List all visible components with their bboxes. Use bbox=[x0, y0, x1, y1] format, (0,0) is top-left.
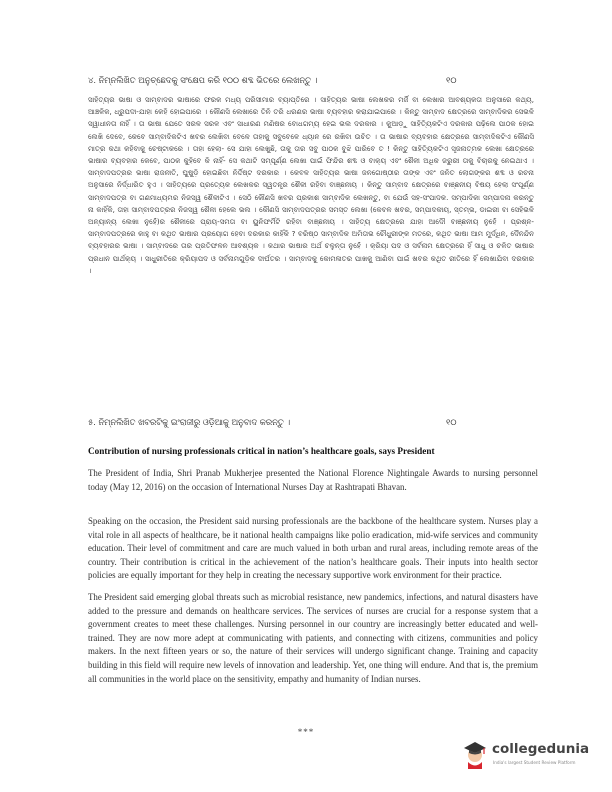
brand-tagline: India's largest Student Review Platform bbox=[493, 760, 576, 765]
brand-name: collegedunia bbox=[492, 741, 590, 757]
question-4-prompt: ୪. ନିମ୍ନଲିଖିତ ଅନୁଚ୍ଛେଦକୁ ସଂକ୍ଷେପ କରି ୧୦୦ ଶବ୍ଦ ଭିତରେ ଲେଖନ୍ତୁ । bbox=[88, 75, 318, 85]
collegedunia-watermark bbox=[462, 737, 602, 781]
end-mark: *** bbox=[297, 727, 315, 737]
question-5-marks: ୧୦ bbox=[446, 417, 457, 427]
article-paragraph: The President said emerging global threats such as microbial resistance, new pandemics, infections, and natural disasters have added to the pressure and demands on healthcare services. The services of nurses are crucial for a response system that a government creates to meet these challenges. Nursing personnel in our country are increasingly better educated and well-trained. They are now more adept at communicating with patients, and connecting with citizens, communities and policy makers. In the next fifteen years or so, the nature of their services will undergo significant change. Training and capacity building in this field will require new levels of innovation and leadership. Yet, one thing will endure. And that is, the premium all communities in the world place on the sensitivity, empathy and humanity of Indian nurses. bbox=[88, 592, 538, 684]
article-paragraph: Speaking on the occasion, the President said nursing professionals are the backbone of the healthcare system. Nurses play a vital role in all aspects of healthcare, be it national health campaigns like polio eradication, mid-wife services and community education. Their level of commitment and care are much valued in both urban and rural areas, including remote areas of the country. Their contribution is critical in the achievement of the nation’s healthcare goals. Their inputs into health sector policies are equally important for they help in creating the necessary supportive work environment for their practice. bbox=[88, 516, 538, 581]
odia-passage: ସାହିତ୍ୟର ଭାଷା ଓ ସାମ୍ବାଦର ଭାଷାରେ ଫରକ ମଧ୍ୟ ପରିସୀମାର ବ୍ୟାପ୍ତିରେ । ସାହିତ୍ୟର ଭାଷା ଲେଖକର ମର୍ଜି ବା ଲେଖାର ଆବଶ୍ୟକତା ଅନୁସାରେ କଥ୍ୟ, ଆଞ୍ଚଳିକ, ଧ୍ରୁପଦୀ-ଯାହା କେହି ହୋଇପାରେ । କୌଣସି ଲେଖାରେ ତିନି ତରି ଧରଣର ଭାଷା ବ୍ୟବହାର କରାଯାଇପାରେ । କିନ୍ତୁ ସାମ୍ବାଦ କ୍ଷେତ୍ରରେ ସାମ୍ବାଦିକର ସେଭଳି ସ୍ୱାଧୀନତା ନାହିଁ । ତା ଭାଷା ଯେତେ ସରଳ ସରଳ ଏବଂ ସାଧାରଣ ମଣିଷର ବୋଧଗମ୍ୟ ହେଇ ଭଲ ଦରକାର । କୁଆଡ଼ୁ ସାହିତ୍ୟିକଟିଏ ଦରକାର ପଢ଼ିଲେ ପାଠକ ହୋଇ ଲେଖି ଦେବେ, କେବେ ସାମ୍ବାଦିକଟିଏ ଖବର ଲେଖିବା ବେଳେ ତାହାକୁ ସବୁବେଳେ ଧ୍ୟାନ ରେ ରଖିବା ଉଚିତ । ତା ଭାଷାର ବ୍ୟବହାର କ୍ଷେତ୍ରରେ ସାମ୍ବାଦିକଟିଏ କୌଣସି ମାତ୍ର କଥା କହିବାକୁ ଚେଷ୍ଟାକରେ । ତାହା ହେଲା- ସେ ଯାହା ଲେଖୁଛି, ତାକୁ ତାର ସବୁ ପାଠକ ବୁଝି ପାରିବେ ତ ! କିନ୍ତୁ ସାହିତ୍ୟିକଟିଏ ସୃଜନାତ୍ମକ ଲେଖା କ୍ଷେତ୍ରରେ ଭାଷାର ବ୍ୟବହାର କେବେ, ପାଠକ କୁହିବେ କି ନାହିଁ- ସେ କଥାଟି ସମ୍ପୂର୍ଣ୍ଣ ଲେଖା ପାଇଁ ଫିନ୍ଦିର ଶବ୍ଦ ଓ ବାକ୍ୟ ଏବଂ ଶୈଳୀ ଅଧିକ ଜରୁରୀ ତାକୁ ବିଚାରକୁ ନେଇଥାଏ । ସାମ୍ବାଦପତ୍ରର ଭାଷା ରାଜନୀତି, ଘୁଷୁଡ଼ି ହୋଇଛିବା ନିର୍ଦ୍ଦିଷ୍ଟ ଦରକାର । କେବଳ ସାହିତ୍ୟର ଭାଷା ଜନଗୋଷ୍ଠୀର ତାଙ୍କ ଏବଂ ଜନିତ ଲୋଗଙ୍କର ଶବ୍ଦ ଓ ରଚନା ଅନୁସାରେ ନିର୍ଦ୍ଧାରିତ ହୁଏ । ସାହିତ୍ୟରେ ପ୍ରତ୍ୟେକ ଲେଖକର ସ୍ୱତନ୍ତ୍ର ଶୈଳୀ ରହିବା ବାଞ୍ଛନୀୟ । କିନ୍ତୁ ସାମ୍ବାଦ କ୍ଷେତ୍ରରେ ବାଞ୍ଛନୀୟ ବିଷୟ ହେଲା ସଂପୂର୍ଣ୍ଣ ସାମ୍ବାଦପତ୍ର ବା ଗଣମାଧ୍ୟମର ନିଜସ୍ୱ ଶୈଳୀଟିଏ । ସେଠି କୌଣସି ଖବର ପ୍ରକାଶ ସାମ୍ବାଦିକ ଲେଖନ୍ତୁ, ବା ଯେଉଁ ସହ-ସଂପାଦକ. ସମ୍ପାଦିକା ସମ୍ପାଦନା କରନ୍ତୁ ନା କାହିଁକି, ତାହା ସାମ୍ବାଦପତ୍ରର ନିଜସ୍ୱ ଶୈଳୀ ହେଲେ ଭଲ । କୌଣସି ସାମ୍ବାଦପତ୍ରର ସମସ୍ତ ଲେଖା (କେବଳ ଖବର, ସମ୍ପାଦକୀୟ, ସ୍ତମ୍ଭ, ଡାଇରୀ ବା ସେହିଭଳି ଅନ୍ୟାନ୍ୟ ଲେଖା ନୁହେଁ)ର ଶୈଳୀରେ ପ୍ରାୟ-ସମତା ବା ୟୁନିଫର୍ମିଟି ରହିବା ବାଞ୍ଛନୀୟ । ସାହିତ୍ୟ କ୍ଷେତ୍ରରେ ଯାହା ଆଦୌ ବାଞ୍ଛନୀୟ ନୁହେଁ । ପ୍ରଶ୍ନ- ସାମ୍ବାଦପତ୍ରରେ କାହୁ ବା କଥିତ ଭାଷାର ପ୍ରୟୋଗ ହେବା ଦରକାର କାହିଁକି ? ବରିଷ୍ଠ ସାମ୍ବାଦିକ ଅମିତାଭ ଚୌଧୁରୀଙ୍କ ମତରେ, କଥିତ ଭାଷା ଆମ ମୁର୍ଦ୍ଧିନ, ଦୈନନ୍ଦିନ ବ୍ୟବହାରର ଭାଷା । ସାମ୍ବାଦରେ ତାର ପ୍ରତିଫଳନ ଆବଶ୍ୟକ । କଥାର ଭାଷାର ଅର୍ଥ ଚଳୁନ୍ତା ନୁହେଁ । କ୍ରିୟା ପଦ ଓ ସର୍ବନାମ କ୍ଷେତ୍ରରେ ହିଁ ସାଧୁ ଓ ଚଳିତ ଭାଷାର ପ୍ରଧାନ ପାର୍ଥକ୍ୟ । ସାଧୁରୀତିରେ କ୍ରିୟାପଦ ଓ ସର୍ବନାମଗୁଡ଼ିକ ଦୀର୍ଘତର । ସାମ୍ବାଦକୁ କୋମଳାତର ପାଖକୁ ଆଣିବା ପାଇଁ ଖବର କଥିତ ରୀତିରେ ହିଁ ଲେଖାଯିବା ଦରକାର । bbox=[88, 95, 534, 275]
article-title: Contribution of nursing professionals critical in nation’s healthcare goals, says President bbox=[88, 446, 435, 456]
article-paragraph: The President of India, Shri Pranab Mukherjee presented the National Florence Nightingale Awards to nursing personnel today (May 12, 2016) on the occasion of International Nurses Day at Rashtrapati Bhavan. bbox=[88, 468, 538, 492]
question-5 bbox=[88, 417, 544, 428]
graduation-cap-icon bbox=[462, 739, 488, 769]
question-4-marks: ୧୦ bbox=[446, 75, 457, 85]
question-5-prompt: ୫. ନିମ୍ନଲିଖିତ ଖବରଟିକୁ ଇଂରାଜୀରୁ ଓଡ଼ିଆକୁ ଅନୁବାଦ କରନ୍ତୁ । bbox=[88, 417, 291, 427]
question-4 bbox=[88, 75, 544, 86]
